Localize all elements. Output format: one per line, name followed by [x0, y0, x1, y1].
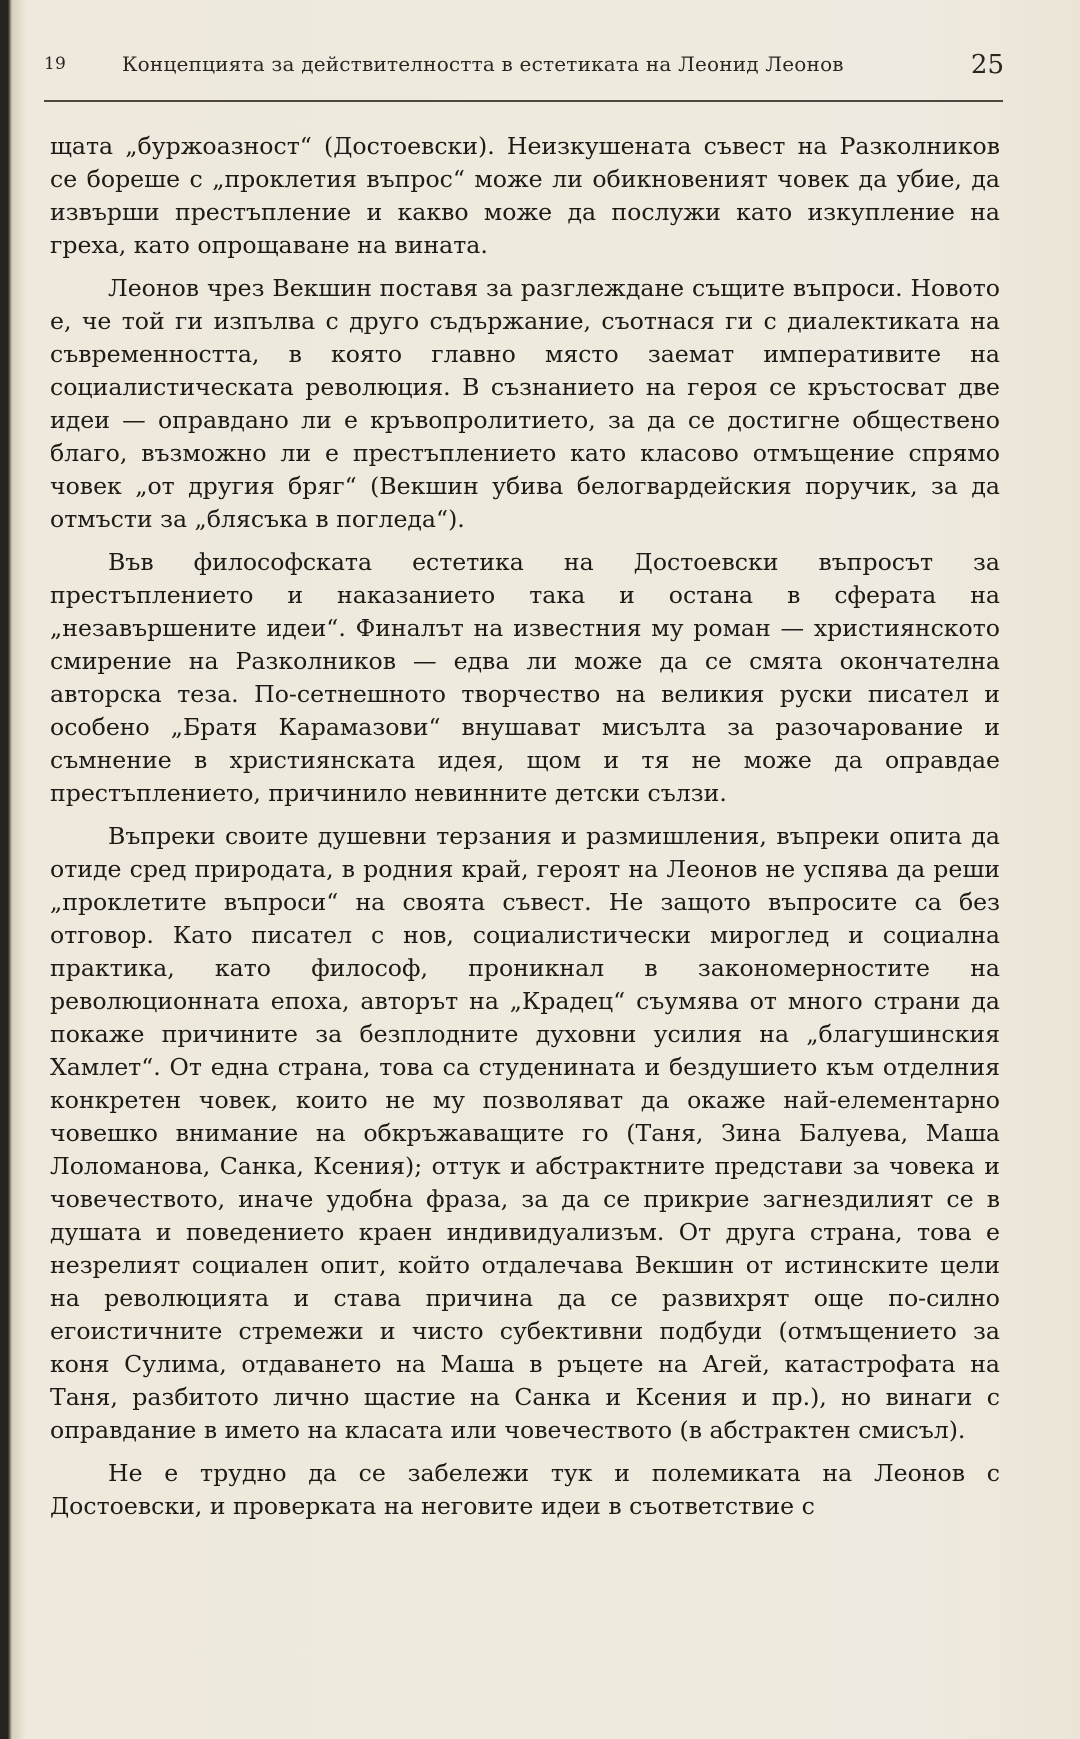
paragraph-3: Във философската естетика на Достоевски въпросът за престъплението и наказанието така и остана в сферата на „незавършените идеи“. Финалът на известния му роман — християнското смирение на Разколников — едва ли може да се смята окончателна авторска теза. По-сетнешното творчество на великия руски писател и особено „Братя Карамазови“ внушават мисълта за разочарование и съмнение в християнската идея, щом и тя не може да оправдае престъплението, причинило невинните детски сълзи. — [50, 548, 1000, 807]
running-header — [44, 44, 1004, 92]
body-text — [50, 130, 1000, 1523]
paragraph-2: Леонов чрез Векшин поставя за разглеждане същите въпроси. Новото е, че той ги изпълва с друго съдържание, съотнася ги с диалектиката на съвременността, в която главно място заемат императивите на социалистическата революция. В съзнанието на героя се кръстосват две идеи — оправдано ли е кръвопролитието, за да се достигне обществено благо, възможно ли е престъплението като класово отмъщение спрямо човек „от другия бряг“ (Векшин убива белогвардейския поручик, за да отмъсти за „блясъка в погледа“). — [50, 274, 1000, 533]
header-rule — [44, 100, 1003, 102]
paragraph-4: Въпреки своите душевни терзания и размишления, въпреки опита да отиде сред природата, в родния край, героят на Леонов не успява да реши „проклетите въпроси“ на своята съвест. Не защото въпросите са без отговор. Като писател с нов, социалистически мироглед и социална практика, като философ, проникнал в закономерностите на революционната епоха, авторът на „Крадец“ съумява от много страни да покаже причините за безплодните духовни усилия на „благушинския Хамлет“. От една страна, това са студенината и бездушието към отделния конкретен човек, които не му позволяват да окаже най-елементарно човешко внимание на обкръжаващите го (Таня, Зина Балуева, Маша Лоломанова, Санка, Ксения); оттук и абстрактните представи за човека и човечеството, иначе удобна фраза, за да се прикрие загнездилият се в душата и поведението краен индивидуализъм. От друга страна, това е незрелият социален опит, който отдалечава Векшин от истинските цели на революцията и става причина да се развихрят още по-силно егоистичните стремежи и чисто субективни подбуди (отмъщението за коня Сулима, отдаването на Маша в ръцете на Агей, катастрофата на Таня, разбитото лично щастие на Санка и Ксения и пр.), но винаги с оправдание в името на класата или човечеството (в абстрактен смисъл). — [50, 822, 1000, 1444]
paragraph-5: Не е трудно да се забележи тук и полемиката на Леонов с Достоевски, и проверката на неговите идеи в съответствие с — [50, 1459, 1000, 1520]
paragraph-1: щата „буржоазност“ (Достоевски). Неизкушената съвест на Разколников се бореше с „проклетия въпрос“ може ли обикновеният човек да убие, да извърши престъпление и какво може да послужи като изкупление на греха, като опрощаване на вината. — [50, 132, 1000, 259]
running-title: Концепцията за действителността в естетиката на Леонид Леонов — [122, 52, 844, 76]
page-number: 25 — [970, 50, 1004, 80]
header-number: 19 — [44, 54, 67, 74]
